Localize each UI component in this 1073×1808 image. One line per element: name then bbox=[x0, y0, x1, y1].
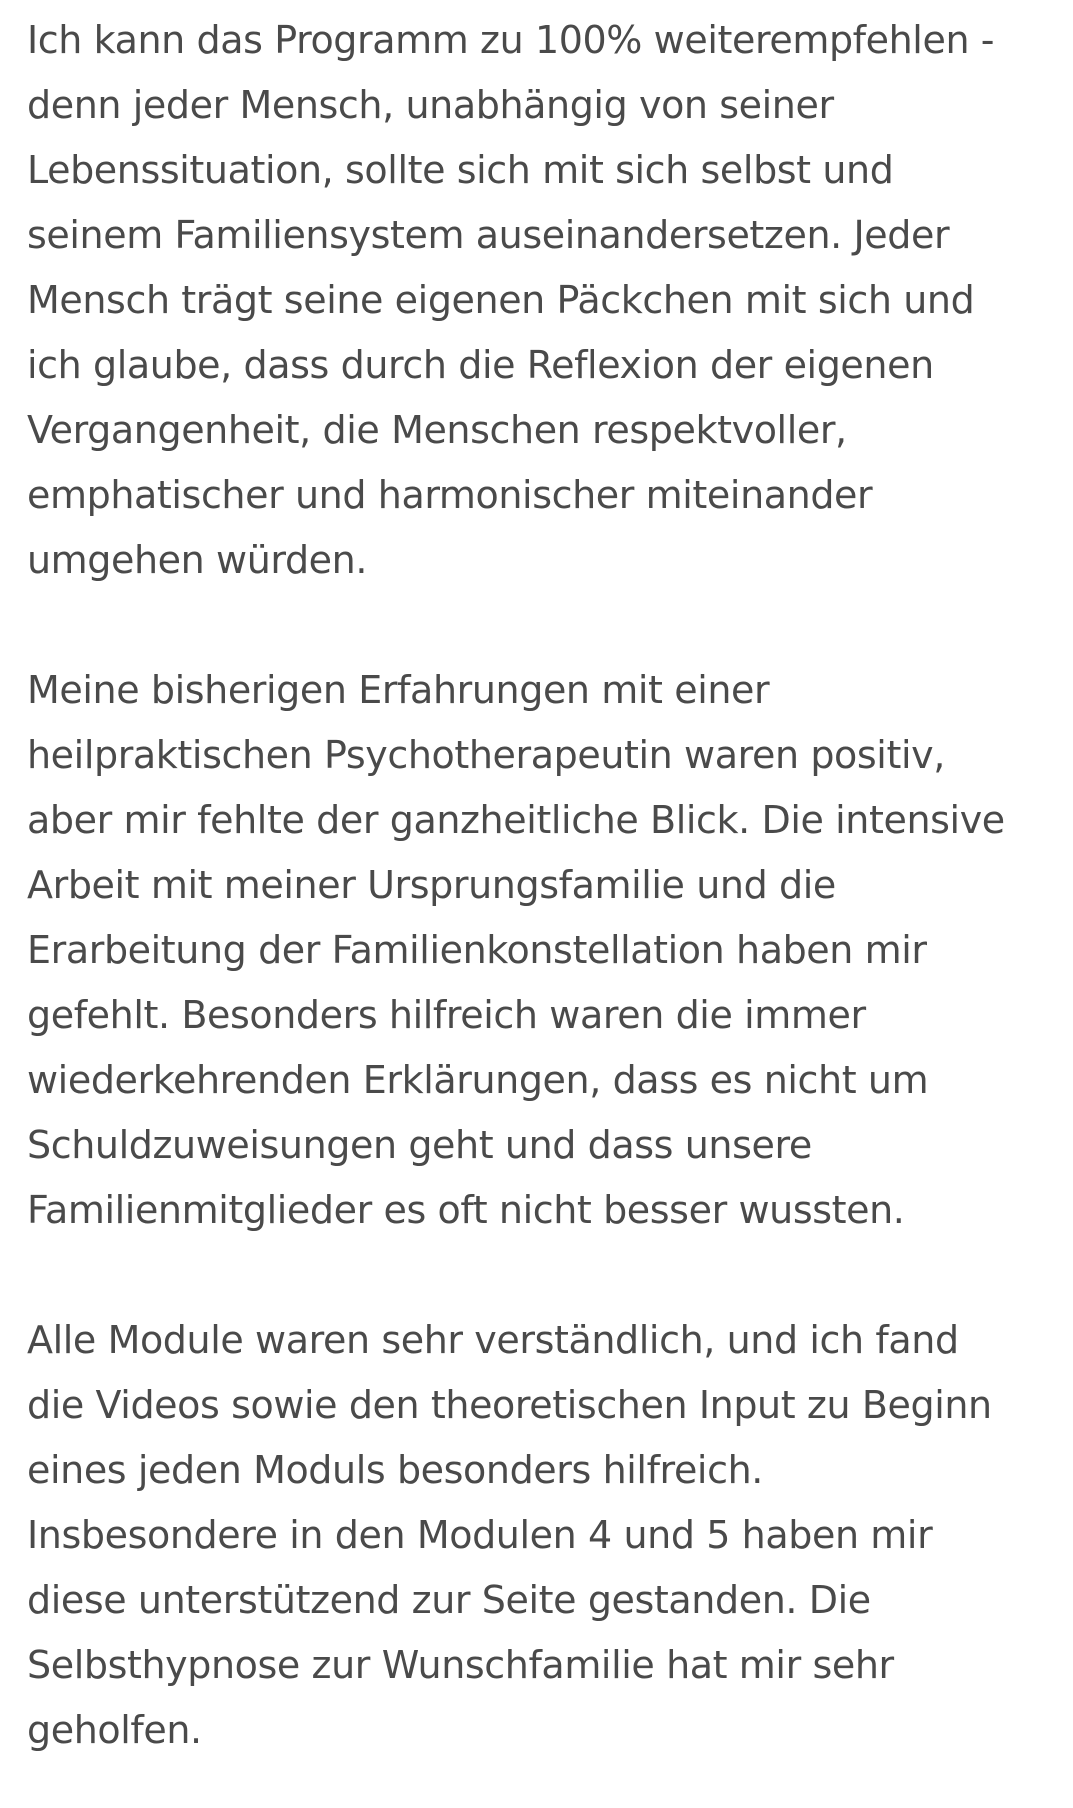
text-line: denn jeder Mensch, unabhängig von seiner bbox=[27, 83, 834, 127]
text-line: ich glaube, dass durch die Reflexion der eigenen bbox=[27, 343, 934, 387]
paragraph-2 bbox=[27, 658, 1055, 1243]
text-line: diese unterstützend zur Seite gestanden. Die bbox=[27, 1578, 871, 1622]
text-line: die Videos sowie den theoretischen Input zu Beginn bbox=[27, 1383, 992, 1427]
text-line: emphatischer und harmonischer miteinander bbox=[27, 473, 873, 517]
text-line: Ich kann das Programm zu 100% weiterempfehlen - bbox=[27, 18, 995, 62]
text-line: Lebenssituation, sollte sich mit sich selbst und bbox=[27, 148, 894, 192]
text-line: Insbesondere in den Modulen 4 und 5 haben mir bbox=[27, 1513, 933, 1557]
text-line: umgehen würden. bbox=[27, 538, 368, 582]
text-line: Vergangenheit, die Menschen respektvoller, bbox=[27, 408, 847, 452]
text-line: Mensch trägt seine eigenen Päckchen mit sich und bbox=[27, 278, 975, 322]
text-line: geholfen. bbox=[27, 1708, 202, 1752]
text-line: gefehlt. Besonders hilfreich waren die immer bbox=[27, 993, 866, 1037]
text-line: wiederkehrenden Erklärungen, dass es nicht um bbox=[27, 1058, 929, 1102]
text-line: Meine bisherigen Erfahrungen mit einer bbox=[27, 668, 770, 712]
text-line: heilpraktischen Psychotherapeutin waren positiv, bbox=[27, 733, 945, 777]
text-line: seinem Familiensystem auseinandersetzen. Jeder bbox=[27, 213, 950, 257]
text-line: Schuldzuweisungen geht und dass unsere bbox=[27, 1123, 812, 1167]
text-line: Selbsthypnose zur Wunschfamilie hat mir sehr bbox=[27, 1643, 894, 1687]
text-line: Erarbeitung der Familienkonstellation haben mir bbox=[27, 928, 927, 972]
text-line: eines jeden Moduls besonders hilfreich. bbox=[27, 1448, 763, 1492]
paragraph-3 bbox=[27, 1308, 1055, 1763]
paragraph-1 bbox=[27, 8, 1055, 593]
text-line: Alle Module waren sehr verständlich, und ich fand bbox=[27, 1318, 959, 1362]
text-line: Familienmitglieder es oft nicht besser wussten. bbox=[27, 1188, 905, 1232]
text-line: aber mir fehlte der ganzheitliche Blick. Die intensive bbox=[27, 798, 1005, 842]
text-line: Arbeit mit meiner Ursprungsfamilie und die bbox=[27, 863, 836, 907]
